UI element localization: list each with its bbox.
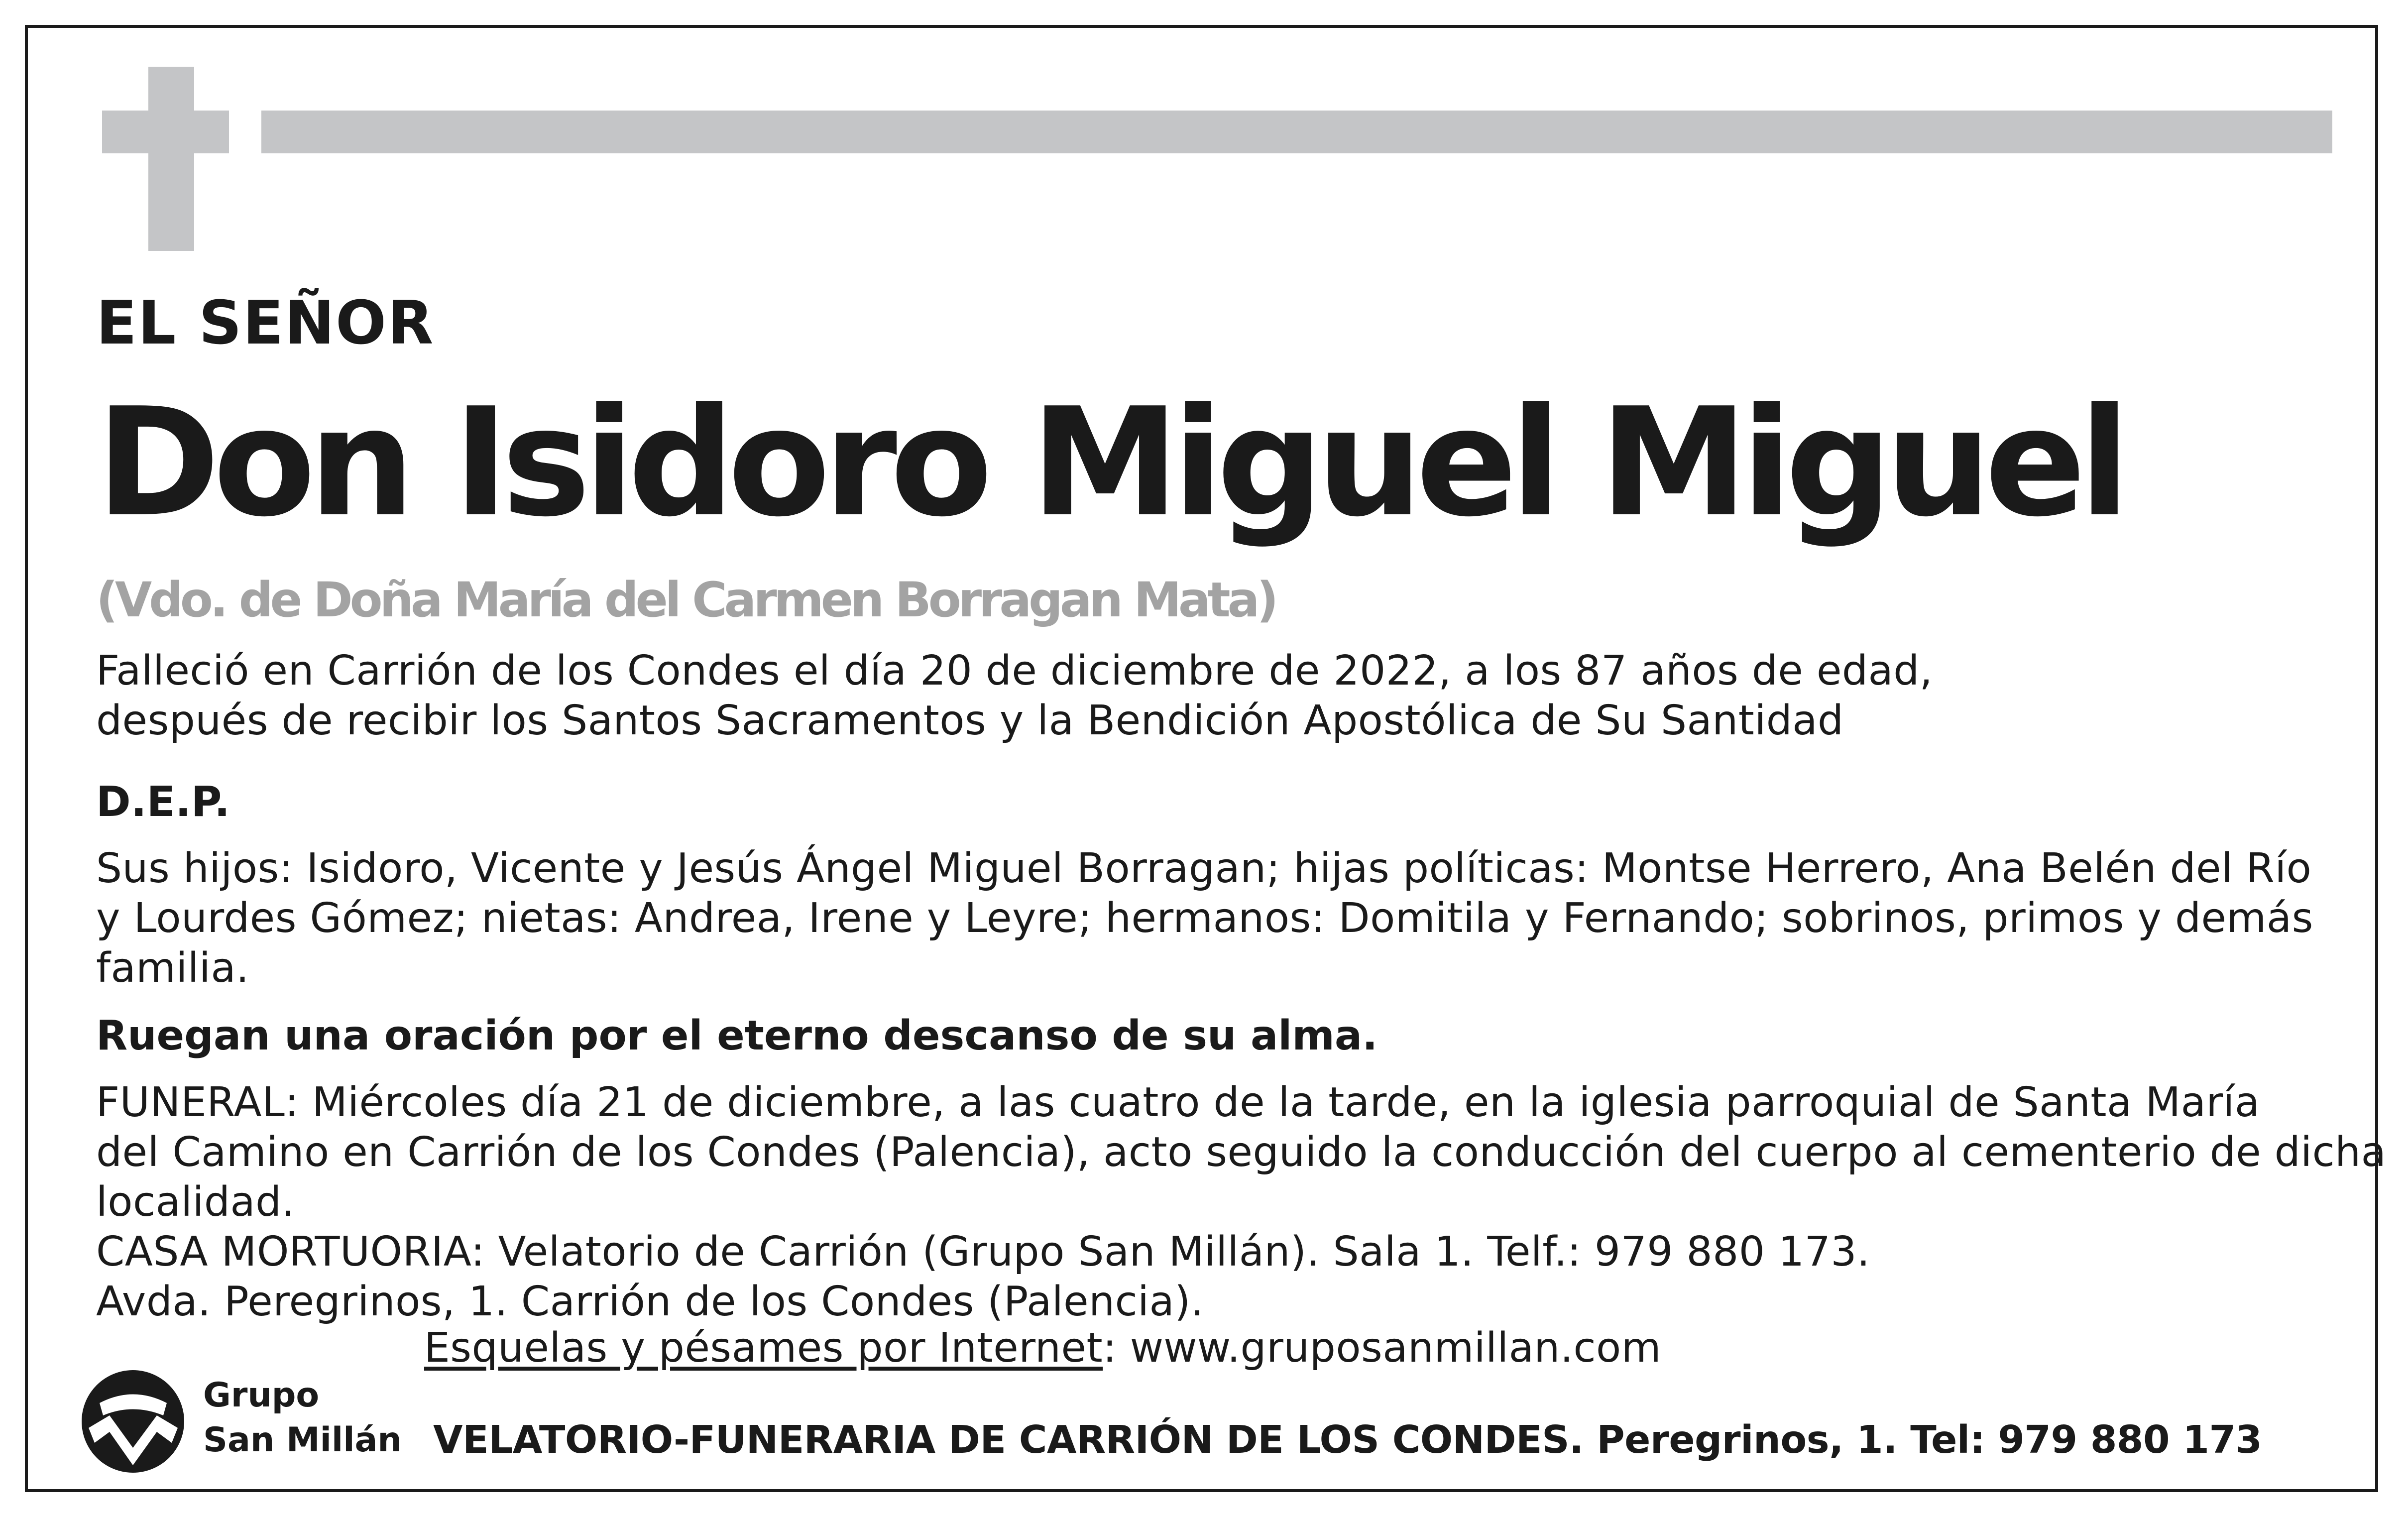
family-list xyxy=(96,844,2313,993)
funeral-line: localidad. xyxy=(96,1178,295,1226)
cross-icon-horizontal xyxy=(102,111,229,153)
family-line: familia. xyxy=(96,944,249,992)
family-line: y Lourdes Gómez; nietas: Andrea, Irene y Leyre; hermanos: Domitila y Fernando; sobrinos, primos y demás xyxy=(96,895,2313,942)
internet-label-link[interactable]: Esquelas y pésames por Internet xyxy=(424,1324,1103,1372)
widower-of: (Vdo. de Doña María del Carmen Borragan Mata) xyxy=(96,572,1276,628)
death-notice-line: después de recibir los Santos Sacramentos y la Bendición Apostólica de Su Santidad xyxy=(96,697,1844,744)
logo-line: Grupo xyxy=(203,1376,320,1415)
family-line: Sus hijos: Isidoro, Vicente y Jesús Ángel Miguel Borragan; hijas políticas: Montse Herrero, Ana Belén del Río xyxy=(96,845,2312,892)
logo-wordmark xyxy=(203,1373,402,1463)
funeral-line: FUNERAL: Miércoles día 21 de diciembre, a las cuatro de la tarde, en la iglesia parroquial de Santa María xyxy=(96,1079,2260,1126)
death-notice-line: Falleció en Carrión de los Condes el día 20 de diciembre de 2022, a los 87 años de edad, xyxy=(96,647,1933,695)
deceased-name: Don Isidoro Miguel Miguel xyxy=(96,376,2123,550)
dep-label: D.E.P. xyxy=(96,777,230,826)
grupo-san-millan-logo-icon xyxy=(80,1368,187,1475)
funeral-home-footer: VELATORIO-FUNERARIA DE CARRIÓN DE LOS CONDES. Peregrinos, 1. Tel: 979 880 173 xyxy=(433,1418,2262,1462)
cross-icon-vertical xyxy=(148,67,194,251)
prayer-request: Ruegan una oración por el eterno descanso de su alma. xyxy=(96,1012,1378,1059)
death-notice xyxy=(96,646,1933,746)
header-bar xyxy=(261,111,2332,153)
address-line: Avda. Peregrinos, 1. Carrión de los Condes (Palencia). xyxy=(96,1278,1204,1325)
internet-line xyxy=(424,1323,1661,1373)
funeral-details xyxy=(96,1078,2386,1327)
honorific: EL SEÑOR xyxy=(96,289,435,358)
logo-line: San Millán xyxy=(203,1420,402,1460)
funeral-line: del Camino en Carrión de los Condes (Palencia), acto seguido la conducción del cuerpo al cementerio de dicha xyxy=(96,1129,2387,1176)
website-url[interactable]: www.gruposanmillan.com xyxy=(1130,1324,1662,1372)
funeral-home-line: CASA MORTUORIA: Velatorio de Carrión (Grupo San Millán). Sala 1. Telf.: 979 880 173. xyxy=(96,1228,1870,1276)
internet-separator: : xyxy=(1103,1324,1130,1372)
